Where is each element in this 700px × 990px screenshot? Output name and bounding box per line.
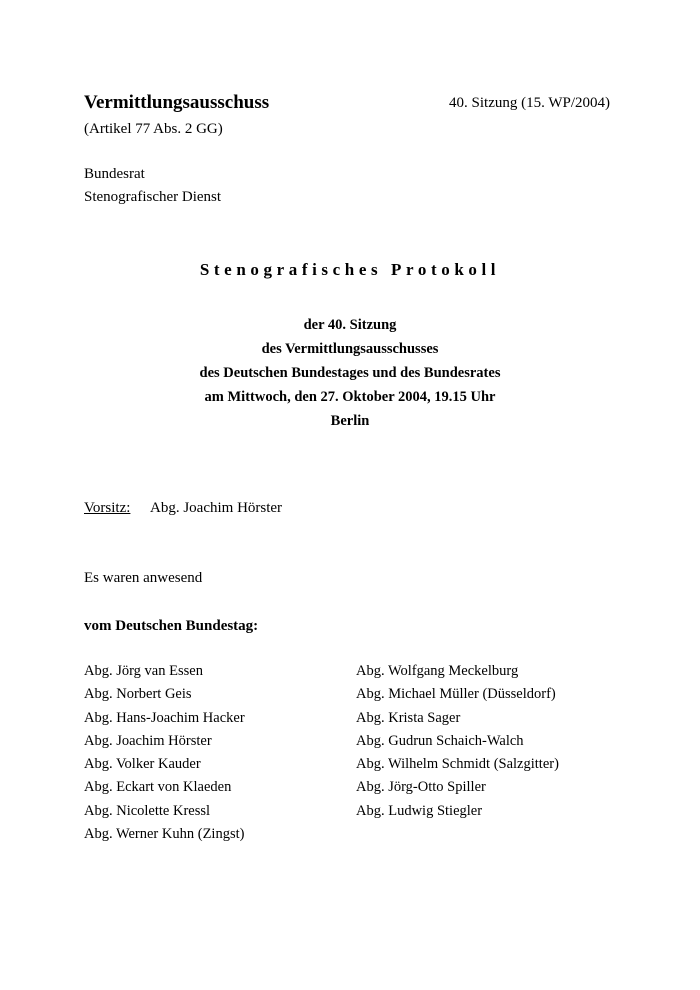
chair-label: [84, 500, 130, 517]
members-right-column: [356, 660, 559, 823]
member-name: Abg. Werner Kuhn (Zingst): [84, 826, 245, 843]
member-name: Abg. Hans-Joachim Hacker: [84, 709, 245, 726]
member-name: Abg. Nicolette Kressl: [84, 802, 211, 819]
member-name: Abg. Ludwig Stiegler: [356, 802, 483, 819]
session-detail-line: des Deutschen Bundestages und des Bundesrates: [199, 365, 501, 381]
member-name: Abg. Jörg-Otto Spiller: [356, 779, 486, 796]
member-name: Abg. Eckart von Klaeden: [84, 779, 232, 796]
member-name: Abg. Jörg van Essen: [84, 663, 203, 679]
issuer-line-2: Stenografischer Dienst: [84, 189, 222, 205]
session-detail-line: am Mittwoch, den 27. Oktober 2004, 19.15 Uhr: [204, 389, 496, 405]
chair-label-text: Vorsitz:: [84, 500, 131, 516]
protocol-title: Stenografisches Protokoll: [199, 260, 501, 279]
member-name: Abg. Volker Kauder: [84, 756, 201, 773]
chair-name: Abg. Joachim Hörster: [150, 500, 283, 516]
session-detail-line: des Vermittlungsausschusses: [261, 341, 439, 357]
session-detail-line: der 40. Sitzung: [303, 317, 397, 333]
issuer-line-1: Bundesrat: [84, 166, 145, 182]
member-name: Abg. Wilhelm Schmidt (Salzgitter): [356, 756, 559, 773]
committee-title: Vermittlungsausschuss: [84, 92, 270, 113]
session-details: [0, 313, 700, 433]
member-name: Abg. Michael Müller (Düsseldorf): [356, 686, 556, 703]
session-number: 40. Sitzung (15. WP/2004): [449, 95, 610, 111]
member-name: Abg. Joachim Hörster: [84, 732, 212, 749]
member-name: Abg. Krista Sager: [356, 709, 461, 726]
member-name: Abg. Norbert Geis: [84, 686, 192, 703]
session-detail-line: Berlin: [330, 413, 370, 429]
member-name: Abg. Gudrun Schaich-Walch: [356, 732, 524, 749]
article-reference: (Artikel 77 Abs. 2 GG): [84, 121, 223, 137]
member-name: Abg. Wolfgang Meckelburg: [356, 663, 519, 679]
members-left-column: [84, 660, 245, 846]
bundestag-heading: vom Deutschen Bundestag:: [84, 618, 259, 634]
attendance-intro: Es waren anwesend: [84, 570, 203, 586]
